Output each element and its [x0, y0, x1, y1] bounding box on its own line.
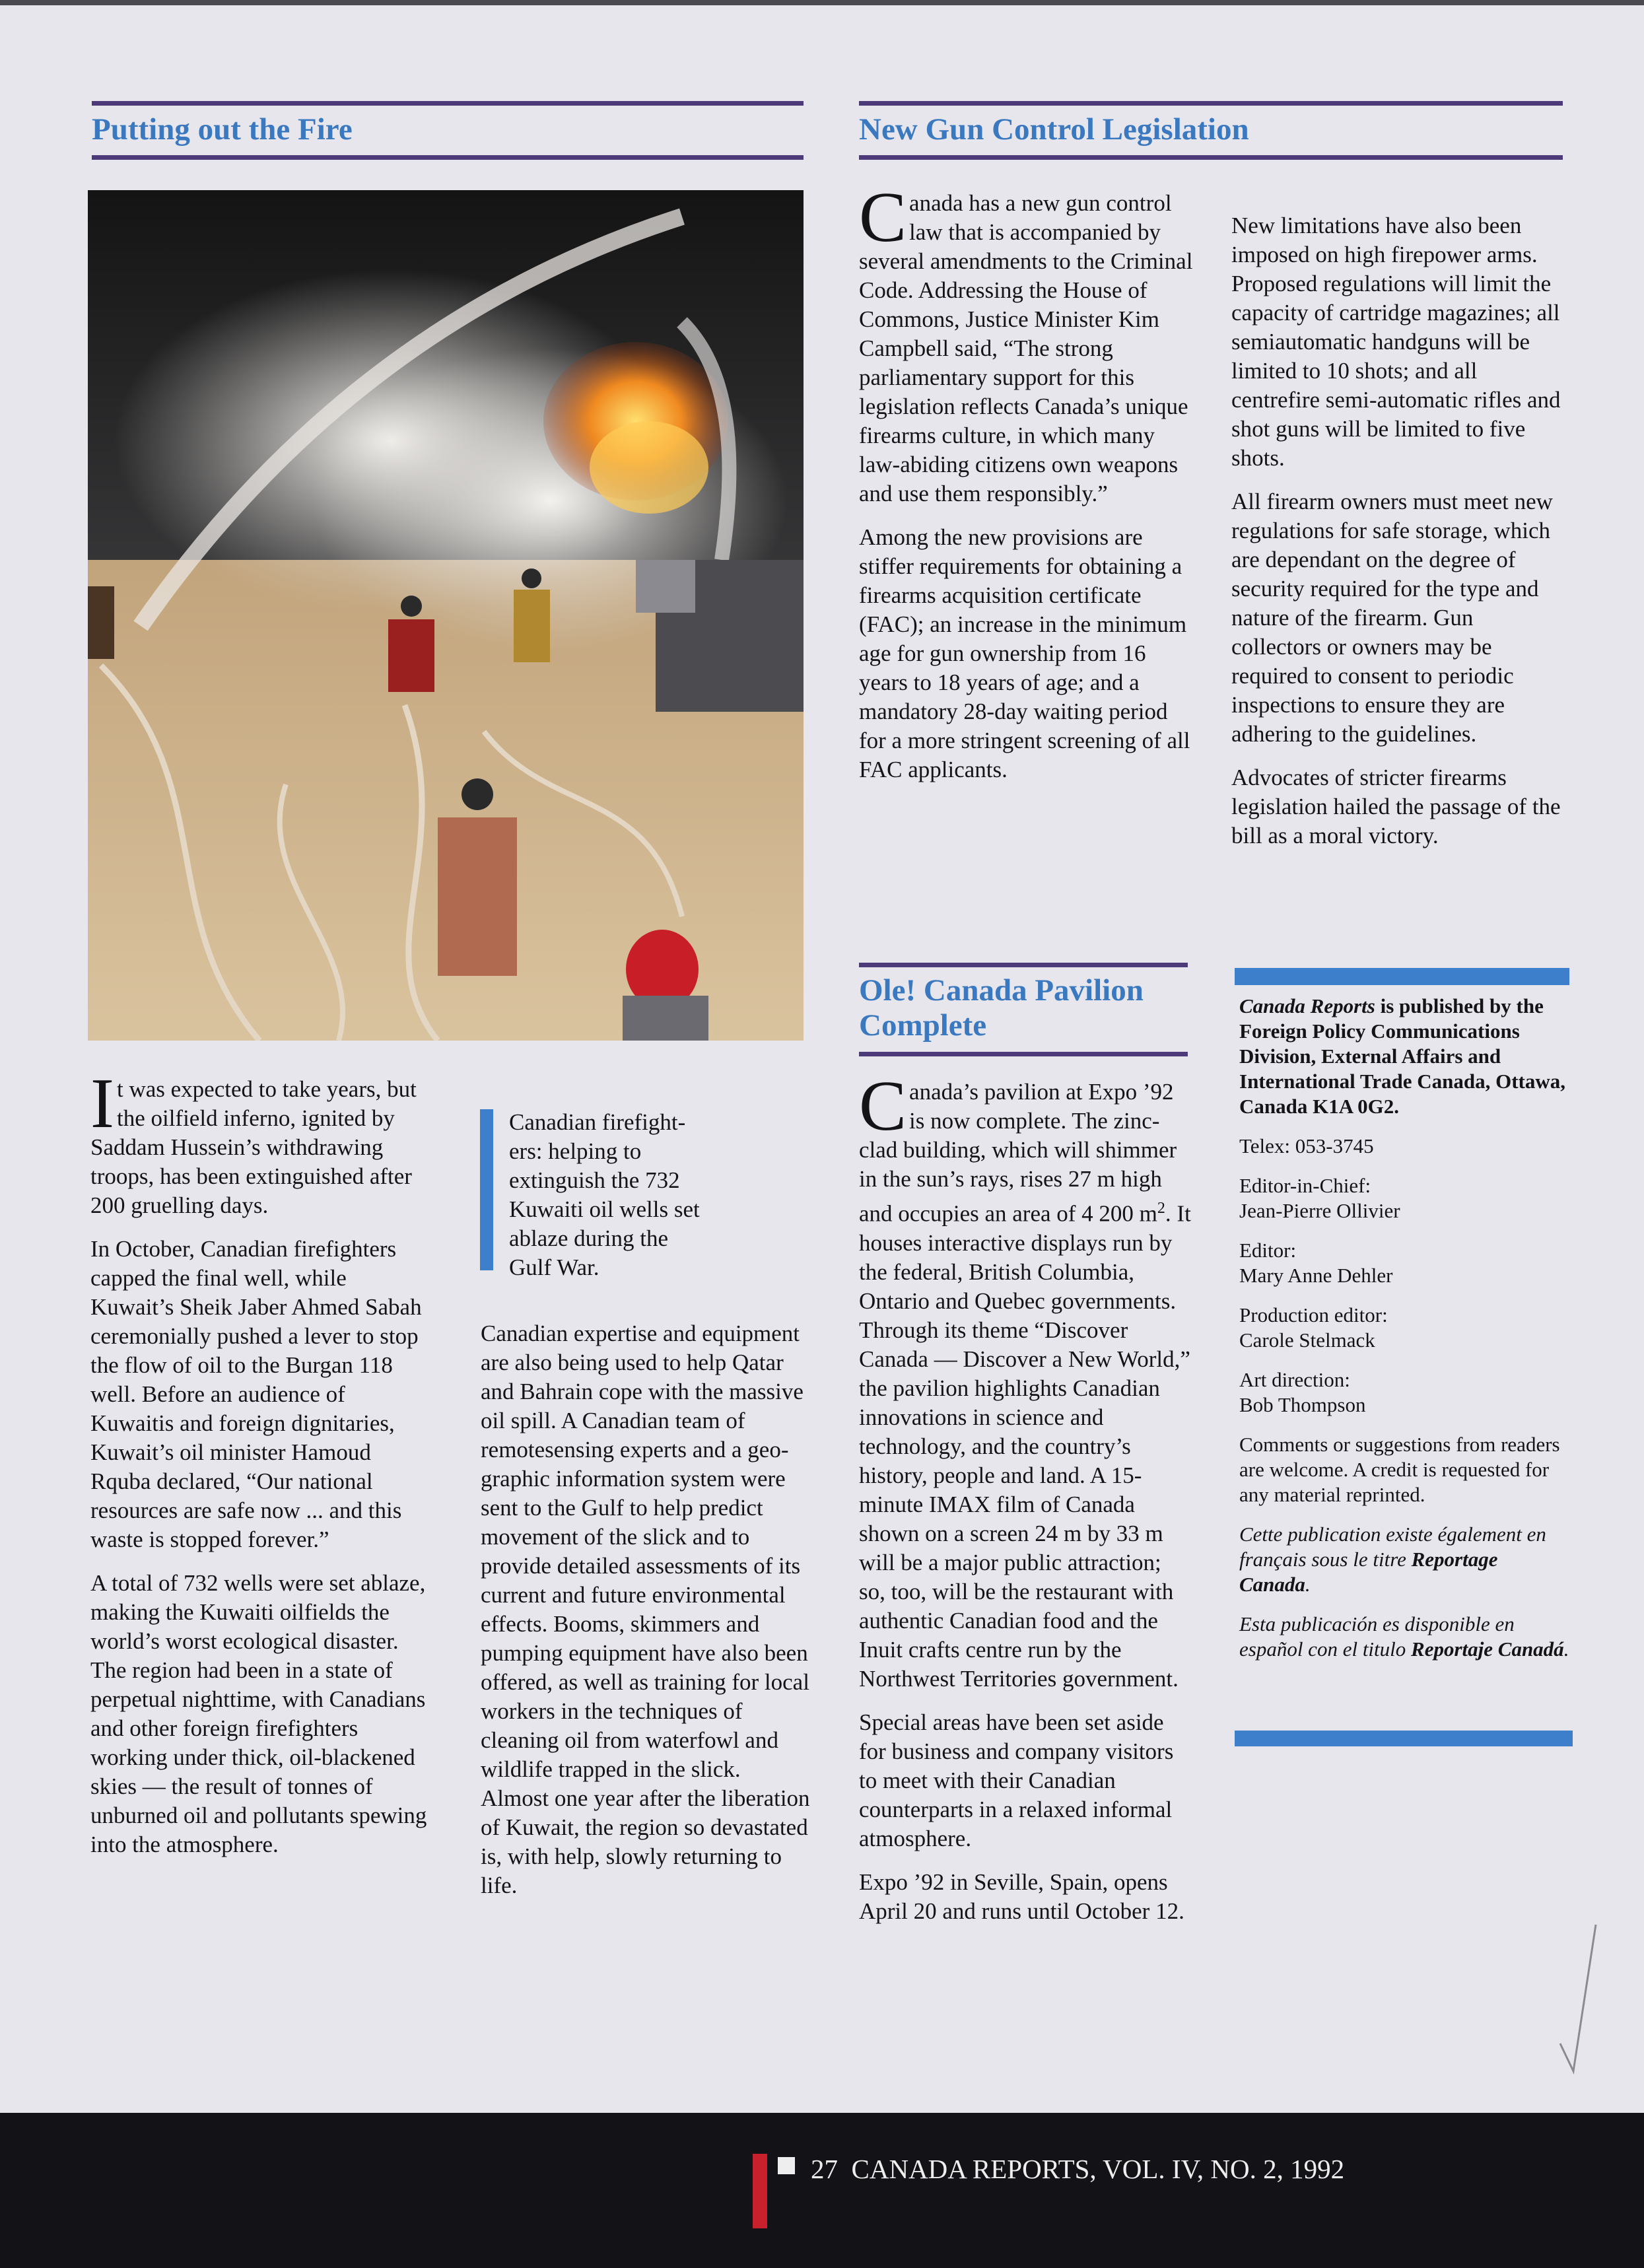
- left-article-col2: [481, 1319, 811, 1915]
- gun-heading-top-rule: [859, 101, 1563, 106]
- masthead-top-bar: [1235, 968, 1569, 985]
- pavilion-heading-line2: Complete: [859, 1008, 987, 1043]
- footer-red-bar: [753, 2154, 767, 2228]
- left-paragraph-4: Canadian expertise and equipment are also being used to help Qatar and Bahrain cope with the massive oil spill. A Canadian team of remotesensing experts and a geographic information system were sent to the Gulf to help predict movement of the slick and to provide detailed assessments of its current and future environmental effects. Booms, skimmers and pumping equipment have also been offered, as well as training for local workers in the techniques of cleaning oil from waterfowl and wildlife trapped in the slick. Almost one year after the liberation of Kuwait, the region so devastated is, with help, slowly returning to life.: [481, 1321, 810, 1898]
- footer-band: [0, 2113, 1644, 2268]
- left-heading-top-rule: [92, 101, 804, 106]
- pavilion-paragraph-2: Special areas have been set aside for business and company visitors to meet with their Canadian counterparts in a relaxed informal atmosphere.: [859, 1709, 1174, 1851]
- gun-article-heading: New Gun Control Legislation: [859, 112, 1249, 147]
- pavilion-article-col: [859, 1067, 1192, 1941]
- left-paragraph-2: In October, Canadian firefighters capped the final well, while Kuwait’s Sheik Jaber Ahmed Sabah ceremonially pushed a lever to stop the flow of oil to the Burgan 118 well. Before an audience of Kuwaitis and foreign dignitaries, Kuwait’s oil minister Hamoud Rquba declared, “Our national resources are safe now ... and this waste is stopped forever.”: [90, 1236, 422, 1552]
- masthead-publisher: Canada Reports is published by the Foreign Policy Communications Division, External Affairs and International Trade Canada, Ottawa, Canada K1A 0G2.: [1239, 994, 1566, 1118]
- firefighters-photo: [88, 190, 804, 1041]
- masthead-bottom-bar: [1235, 1731, 1573, 1746]
- masthead-comments: Comments or suggestions from readers are welcome. A credit is requested for any material reprinted.: [1239, 1433, 1560, 1506]
- photo-caption: Canadian firefighters: helping to extinguish the 732 Kuwaiti oil wells set ablaze during the Gulf War.: [509, 1109, 700, 1280]
- pavilion-paragraph-1: Canada’s pavilion at Expo ’92 is now complete. The zinc-clad building, which will shimmer in the sun’s rays, rises 27 m high and occupies an area of 4 200 $m^2$. It houses interactive displays run by the federal, British Columbia, Ontario and Quebec governments. Through its theme “Discover Canada — Discover a New World,” the pavilion highlights Canadian innovations in science and technology, and the country’s history, people and land. A 15-minute IMAX film of Canada shown on a screen 24 m by 33 m will be a major public attraction; so, too, will be the restaurant with authentic Canadian food and the Inuit crafts centre run by the Northwest Territories government.: [859, 1067, 1191, 1692]
- left-paragraph-1: It was expected to take years, but the oilfield inferno, ignited by Saddam Hussein’s withdrawing troops, has been extinguished after 200 gruelling days.: [90, 1064, 417, 1218]
- scan-top-edge: [0, 0, 1644, 5]
- pencil-check-mark: [1555, 1918, 1608, 2080]
- pavilion-heading-top-rule: [859, 963, 1188, 967]
- gun-paragraph-5: Advocates of stricter firearms legislation hailed the passage of the bill as a moral victory.: [1231, 765, 1561, 848]
- footer-page-number: 27: [811, 2154, 838, 2184]
- pavilion-paragraph-3: Expo ’92 in Seville, Spain, opens April 20 and runs until October 12.: [859, 1869, 1184, 1924]
- masthead-spanish-note: Esta publicación es disponible en español con el titulo Reportaje Canadá.: [1239, 1612, 1569, 1661]
- dropcap-i: I: [90, 1064, 114, 1143]
- gun-paragraph-4: All firearm owners must meet new regulations for safe storage, which are dependant on the degree of security required for the type and nature of the firearm. Gun collectors or owners may be required to consent to periodic inspections to ensure they are adhering to the guidelines.: [1231, 489, 1553, 747]
- pavilion-heading-line1: Ole! Canada Pavilion: [859, 973, 1144, 1008]
- left-article-heading: Putting out the Fire: [92, 112, 353, 147]
- footer-square-icon: [778, 2157, 795, 2174]
- footer-publication: CANADA REPORTS, VOL. IV, NO. 2, 1992: [851, 2154, 1345, 2184]
- masthead-telex: Telex: 053-3745: [1239, 1134, 1374, 1157]
- dropcap-c: C: [859, 178, 907, 257]
- masthead-french-note: Cette publication existe également en français sous le titre Reportage Canada.: [1239, 1523, 1546, 1596]
- masthead-art-direction: Art direction: Bob Thompson: [1239, 1368, 1366, 1416]
- masthead-production-editor: Production editor: Carole Stelmack: [1239, 1303, 1388, 1352]
- left-paragraph-3: A total of 732 wells were set ablaze, making the Kuwaiti oilfields the world’s worst ecological disaster. The region had been in a state of perpetual nighttime, with Canadians and other foreign firefighters working under thick, oil-blackened skies — the result of tonnes of unburned oil and pollutants spewing into the atmosphere.: [90, 1570, 427, 1857]
- footer-text: [811, 2152, 1344, 2185]
- gun-paragraph-1: Canada has a new gun control law that is accompanied by several amendments to the Criminal Code. Addressing the House of Commons, Justice Minister Kim Campbell said, “The strong parliamentary support for this legislation reflects Canada’s unique firearms culture, in which many law-abiding citizens own weapons and use them responsibly.”: [859, 178, 1193, 506]
- masthead-editor-in-chief: Editor-in-Chief: Jean-Pierre Ollivier: [1239, 1174, 1400, 1222]
- gun-article-col2: [1231, 211, 1568, 865]
- pavilion-article-heading: [859, 973, 1188, 1043]
- gun-heading-bottom-rule: [859, 155, 1563, 160]
- gun-paragraph-2: Among the new provisions are stiffer requirements for obtaining a firearms acquisition certificate (FAC); an increase in the minimum age for gun ownership from 16 years to 18 years of age; and a mandatory 28-day waiting period for a more stringent screening of all FAC applicants.: [859, 524, 1190, 782]
- gun-paragraph-3: New limitations have also been imposed on high firepower arms. Proposed regulations will limit the capacity of cartridge magazines; all semiautomatic handguns will be limited to 10 shots; and all centrefire semi-automatic rifles and shot guns will be limited to five shots.: [1231, 213, 1561, 471]
- dropcap-c-2: C: [859, 1067, 907, 1146]
- pavilion-heading-bottom-rule: [859, 1052, 1188, 1056]
- caption-accent-bar: [480, 1109, 493, 1270]
- masthead: [1239, 994, 1569, 1676]
- left-article-col1: [90, 1064, 427, 1874]
- masthead-editor: Editor: Mary Anne Dehler: [1239, 1239, 1393, 1287]
- gun-article-col1: [859, 178, 1197, 799]
- left-heading-bottom-rule: [92, 155, 804, 160]
